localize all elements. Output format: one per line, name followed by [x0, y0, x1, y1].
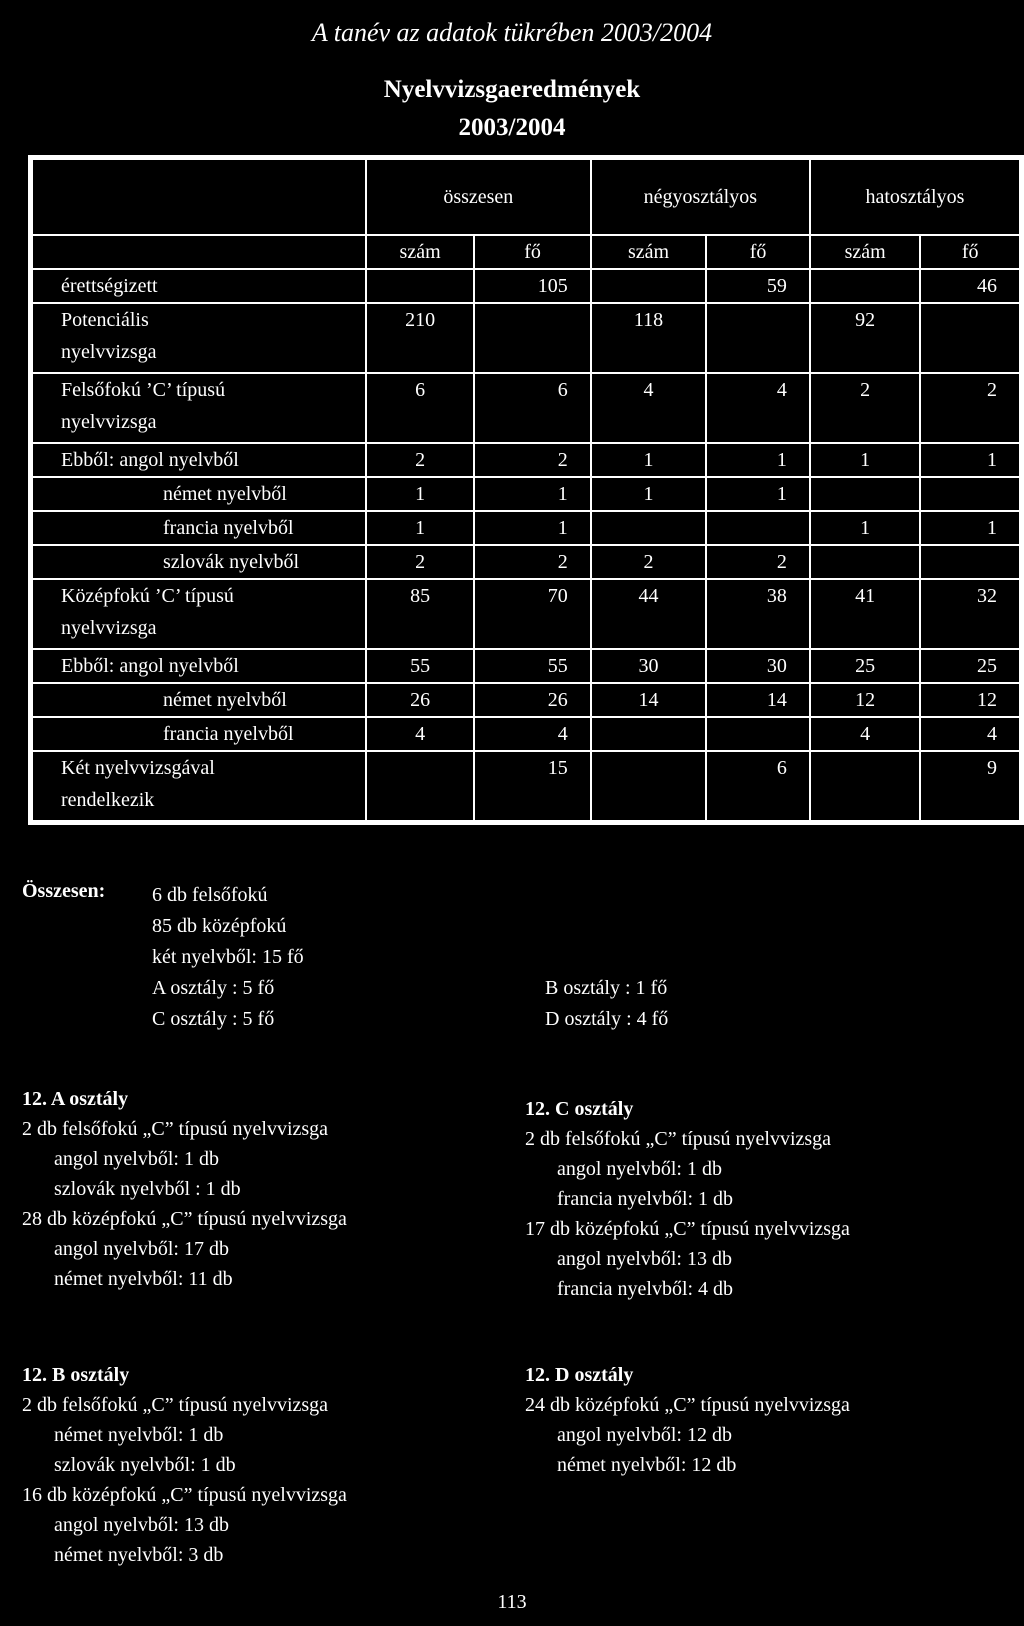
row-label-line: Középfokú ’C’ típusú: [61, 585, 234, 607]
table-group-header-row: [32, 159, 1020, 235]
table-cell: [706, 303, 810, 373]
table-cell: 92: [810, 303, 920, 373]
table-cell: 2: [706, 545, 810, 579]
table-cell: [920, 477, 1020, 511]
class-line: angol nyelvből: 13 db: [54, 1514, 229, 1536]
table-row: [32, 579, 1020, 649]
row-label-line: Ebből: angol nyelvből: [61, 655, 239, 677]
table-cell: [810, 477, 920, 511]
class-12c-block: [525, 1094, 850, 1304]
class-line: 2 db felsőfokú „C” típusú nyelvvizsga: [22, 1118, 329, 1140]
row-label: [32, 683, 366, 717]
row-label: [32, 511, 366, 545]
summary-line: 85 db középfokú: [152, 915, 287, 937]
table-row: [32, 649, 1020, 683]
row-label-line: Ebből: angol nyelvből: [61, 449, 239, 471]
table-cell: 1: [366, 477, 474, 511]
table-cell: 30: [591, 649, 707, 683]
row-label: [32, 649, 366, 683]
table-cell: [706, 717, 810, 751]
table-row: [32, 303, 1020, 373]
sub-header-cell: fő: [706, 235, 810, 269]
table-cell: 2: [366, 545, 474, 579]
results-table: [31, 158, 1021, 822]
row-label: [32, 443, 366, 477]
class-line: angol nyelvből: 1 db: [54, 1148, 219, 1170]
class-line: 16 db középfokú „C” típusú nyelvvizsga: [22, 1484, 347, 1506]
table-cell: [706, 511, 810, 545]
row-label-line: Felsőfokú ’C’ típusú: [61, 379, 226, 401]
class-title: 12. C osztály: [525, 1098, 634, 1120]
sub-header-cell: szám: [810, 235, 920, 269]
class-line: angol nyelvből: 13 db: [557, 1248, 732, 1270]
summary-right-lines: [545, 973, 668, 1035]
table-cell: 1: [706, 443, 810, 477]
class-12a-block: [22, 1084, 347, 1294]
row-label-line: nyelvvizsga: [61, 617, 157, 639]
table-row: [32, 545, 1020, 579]
table-row: [32, 269, 1020, 303]
table-cell: [591, 717, 707, 751]
table-cell: [474, 303, 590, 373]
table-cell: 46: [920, 269, 1020, 303]
table-cell: [810, 269, 920, 303]
table-cell: 2: [474, 545, 590, 579]
row-label-line: francia nyelvből: [163, 723, 294, 745]
table-cell: 26: [366, 683, 474, 717]
row-label-line: nyelvvizsga: [61, 411, 157, 433]
class-line: német nyelvből: 11 db: [54, 1268, 233, 1290]
table-cell: 38: [706, 579, 810, 649]
table-row: [32, 717, 1020, 751]
row-label: [32, 477, 366, 511]
table-cell: 4: [366, 717, 474, 751]
table-cell: 12: [810, 683, 920, 717]
row-label-line: rendelkezik: [61, 789, 155, 811]
table-cell: 1: [920, 443, 1020, 477]
row-label: [32, 373, 366, 443]
table-cell: 2: [591, 545, 707, 579]
table-cell: 1: [920, 511, 1020, 545]
table-cell: 4: [474, 717, 590, 751]
row-label: [32, 751, 366, 821]
table-cell: [366, 269, 474, 303]
row-label: [32, 269, 366, 303]
table-cell: 6: [474, 373, 590, 443]
row-label: [32, 717, 366, 751]
summary-label: Összesen:: [22, 880, 106, 902]
row-label-line: nyelvvizsga: [61, 341, 157, 363]
class-line: szlovák nyelvből : 1 db: [54, 1178, 241, 1200]
table-cell: 4: [810, 717, 920, 751]
table-cell: 9: [920, 751, 1020, 821]
group-header-four-year: négyosztályos: [591, 159, 810, 235]
table-cell: 1: [474, 477, 590, 511]
table-cell: 2: [474, 443, 590, 477]
table-cell: 55: [474, 649, 590, 683]
row-label: [32, 545, 366, 579]
table-cell: [591, 269, 707, 303]
row-label-line: szlovák nyelvből: [163, 551, 300, 573]
row-label: [32, 579, 366, 649]
table-cell: 30: [706, 649, 810, 683]
table-cell: [810, 545, 920, 579]
table-row: [32, 751, 1020, 821]
table-cell: 1: [810, 511, 920, 545]
summary-line: D osztály : 4 fő: [545, 1008, 669, 1030]
table-cell: 2: [366, 443, 474, 477]
table-cell: [920, 303, 1020, 373]
table-cell: 55: [366, 649, 474, 683]
class-title: 12. B osztály: [22, 1364, 130, 1386]
sub-header-cell: fő: [920, 235, 1020, 269]
table-cell: 25: [810, 649, 920, 683]
class-line: német nyelvből: 3 db: [54, 1544, 224, 1566]
table-cell: 1: [706, 477, 810, 511]
class-line: 28 db középfokú „C” típusú nyelvvizsga: [22, 1208, 347, 1230]
table-cell: [591, 751, 707, 821]
sub-header-cell: fő: [474, 235, 590, 269]
row-label-line: érettségizett: [61, 275, 158, 297]
table-cell: 210: [366, 303, 474, 373]
table-cell: 25: [920, 649, 1020, 683]
class-12d-block: [525, 1360, 850, 1480]
table-cell: 85: [366, 579, 474, 649]
row-label-line: Potenciális: [61, 309, 149, 331]
table-cell: 118: [591, 303, 707, 373]
table-cell: 44: [591, 579, 707, 649]
class-line: 2 db felsőfokú „C” típusú nyelvvizsga: [525, 1128, 832, 1150]
class-line: német nyelvből: 1 db: [54, 1424, 224, 1446]
page-number: 113: [497, 1591, 527, 1613]
page-subtitle-year: 2003/2004: [458, 114, 566, 141]
table-cell: 26: [474, 683, 590, 717]
class-line: francia nyelvből: 4 db: [557, 1278, 734, 1300]
summary-line: B osztály : 1 fő: [545, 977, 668, 999]
class-line: 24 db középfokú „C” típusú nyelvvizsga: [525, 1394, 850, 1416]
table-cell: 1: [591, 443, 707, 477]
table-cell: [810, 751, 920, 821]
running-header: A tanév az adatok tükrében 2003/2004: [311, 18, 713, 47]
table-cell: 14: [706, 683, 810, 717]
table-cell: 1: [591, 477, 707, 511]
class-line: német nyelvből: 12 db: [557, 1454, 737, 1476]
table-row: [32, 443, 1020, 477]
table-cell: 6: [366, 373, 474, 443]
table-cell: 41: [810, 579, 920, 649]
class-line: angol nyelvből: 1 db: [557, 1158, 722, 1180]
row-label-line: francia nyelvből: [163, 517, 294, 539]
table-row: [32, 373, 1020, 443]
results-table-frame: [28, 155, 1024, 825]
table-cell: 2: [810, 373, 920, 443]
table-cell: 4: [920, 717, 1020, 751]
table-row: [32, 477, 1020, 511]
table-corner-cell: [32, 235, 366, 269]
table-cell: [591, 511, 707, 545]
class-line: 17 db középfokú „C” típusú nyelvvizsga: [525, 1218, 850, 1240]
class-line: angol nyelvből: 17 db: [54, 1238, 229, 1260]
table-cell: 1: [810, 443, 920, 477]
table-cell: 12: [920, 683, 1020, 717]
row-label-line: német nyelvből: [163, 689, 287, 711]
class-line: szlovák nyelvből: 1 db: [54, 1454, 236, 1476]
table-cell: 6: [706, 751, 810, 821]
row-label: [32, 303, 366, 373]
table-cell: [366, 751, 474, 821]
table-cell: 105: [474, 269, 590, 303]
summary-lines: [152, 880, 304, 1035]
class-line: francia nyelvből: 1 db: [557, 1188, 734, 1210]
row-label-line: német nyelvből: [163, 483, 287, 505]
table-cell: [920, 545, 1020, 579]
summary-line: A osztály : 5 fő: [152, 977, 275, 999]
page-title: Nyelvvizsgaeredmények: [383, 76, 641, 103]
class-12b-block: [22, 1360, 347, 1570]
summary-line: két nyelvből: 15 fő: [152, 946, 304, 968]
summary-line: C osztály : 5 fő: [152, 1008, 275, 1030]
table-corner-cell: [32, 159, 366, 235]
table-cell: 15: [474, 751, 590, 821]
group-header-six-year: hatosztályos: [810, 159, 1020, 235]
summary-line: 6 db felsőfokú: [152, 884, 268, 906]
table-row: [32, 683, 1020, 717]
class-title: 12. D osztály: [525, 1364, 634, 1386]
sub-header-cell: szám: [366, 235, 474, 269]
table-cell: 70: [474, 579, 590, 649]
table-cell: 32: [920, 579, 1020, 649]
table-cell: 1: [474, 511, 590, 545]
class-title: 12. A osztály: [22, 1088, 129, 1110]
table-cell: 2: [920, 373, 1020, 443]
sub-header-cell: szám: [591, 235, 707, 269]
table-cell: 59: [706, 269, 810, 303]
table-cell: 1: [366, 511, 474, 545]
table-sub-header-row: [32, 235, 1020, 269]
table-cell: 14: [591, 683, 707, 717]
class-line: 2 db felsőfokú „C” típusú nyelvvizsga: [22, 1394, 329, 1416]
group-header-total: összesen: [366, 159, 591, 235]
class-line: angol nyelvből: 12 db: [557, 1424, 732, 1446]
table-cell: 4: [706, 373, 810, 443]
row-label-line: Két nyelvvizsgával: [61, 757, 215, 779]
table-cell: 4: [591, 373, 707, 443]
table-row: [32, 511, 1020, 545]
